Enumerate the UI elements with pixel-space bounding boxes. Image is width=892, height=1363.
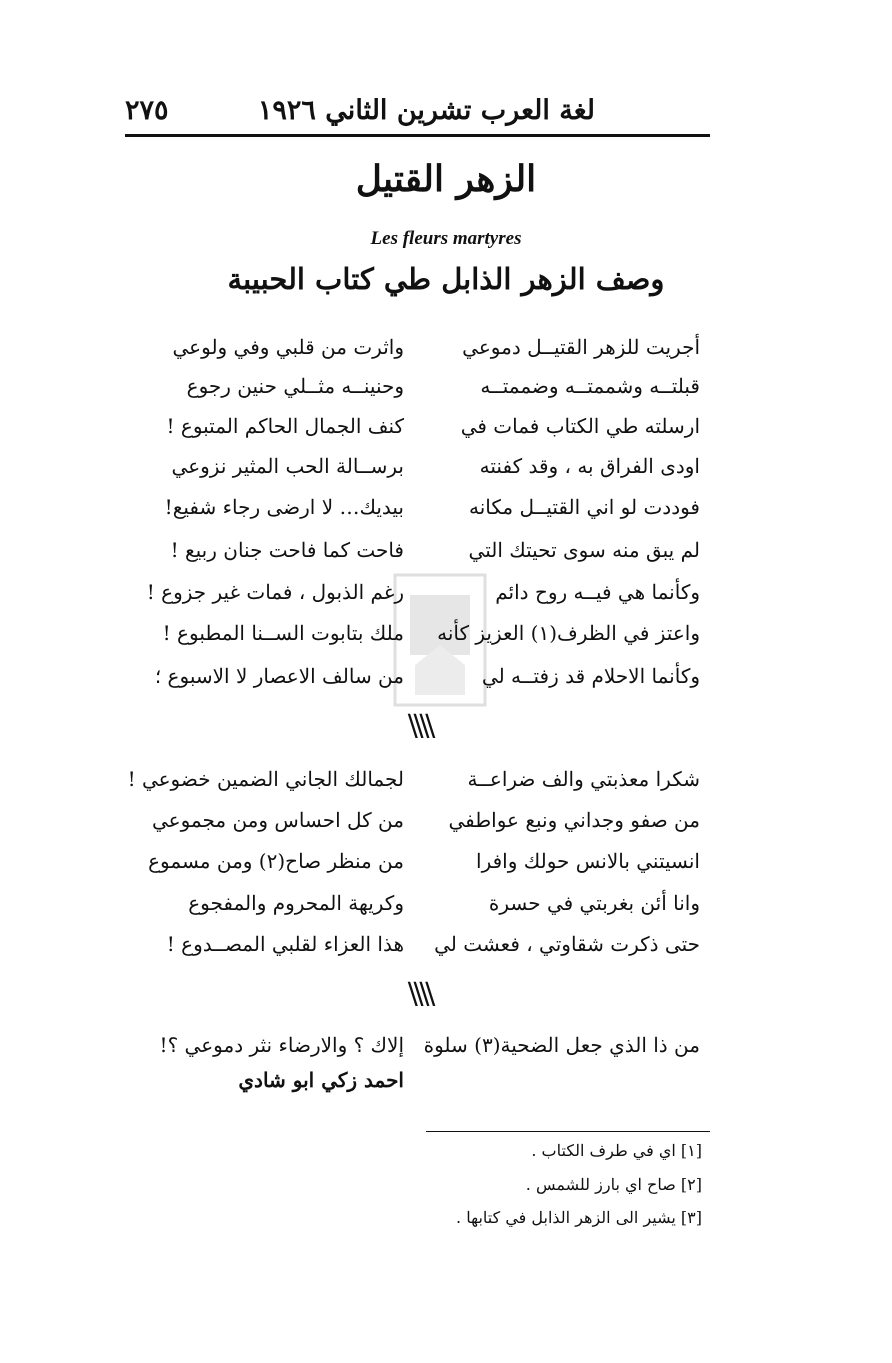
footnote: [٢] صاح اي بارز للشمس . [525, 1175, 702, 1194]
running-title: لغة العرب تشرين الثاني ١٩٢٦ [257, 95, 595, 126]
stanza-separator: ⧹⧹⧹⧹ [408, 712, 432, 742]
stanza-separator: ⧹⧹⧹⧹ [408, 980, 432, 1010]
verse-hemistich-left: بيديك… لا ارضى رجاء شفيع! [164, 495, 404, 519]
verse-hemistich-left: برســالة الحب المثير نزوعي [171, 454, 404, 478]
verse-hemistich-left: فاحت كما فاحت جنان ربيع ! [170, 538, 404, 562]
verse-hemistich-right: ارسلته طي الكتاب فمات في [460, 414, 700, 438]
verse-hemistich-left: رغم الذبول ، فمات غير جزوع ! [146, 580, 404, 604]
footnote-rule [426, 1131, 710, 1132]
verse-hemistich-right: وكأنما الاحلام قد زفتــه لي [481, 664, 700, 688]
verse-hemistich-right: قبلتــه وشممتــه وضممتــه [480, 374, 700, 398]
poem-subtitle-arabic: وصف الزهر الذابل طي كتاب الحبيبة [227, 262, 665, 296]
verse-hemistich-left: من منظر صاح(٢) ومن مسموع [148, 849, 404, 873]
verse-hemistich-left: وحنينــه مثــلي حنين رجوع [186, 374, 404, 398]
verse-hemistich-right: حتى ذكرت شقاوتي ، فعشت لي [434, 932, 700, 956]
verse-hemistich-right: واعتز في الظرف(١) العزيز كأنه [437, 621, 700, 645]
footnote: [١] اي في طرف الكتاب . [531, 1141, 702, 1160]
verse-hemistich-left: من سالف الاعصار لا الاسبوع ؛ [154, 664, 404, 688]
author-signature: احمد زكي ابو شادي [238, 1068, 404, 1092]
verse-hemistich-left: ملك بتابوت الســنا المطبوع ! [162, 621, 404, 645]
verse-hemistich-right: وكأنما هي فيــه روح دائم [495, 580, 700, 604]
verse-hemistich-right: اودى الفراق به ، وقد كفنته [479, 454, 700, 478]
footnote: [٣] يشير الى الزهر الذابل في كتابها . [456, 1208, 702, 1227]
verse-hemistich-left: لجمالك الجاني الضمين خضوعي ! [127, 767, 404, 791]
verse-hemistich-left: كنف الجمال الحاكم المتبوع ! [166, 414, 404, 438]
verse-hemistich-left: من كل احساس ومن مجموعي [151, 808, 404, 832]
verse-hemistich-left: وكريهة المحروم والمفجوع [188, 891, 404, 915]
header-rule [125, 134, 710, 137]
page-number: ٢٧٥ [125, 95, 169, 126]
verse-hemistich-right: فوددت لو اني القتيــل مكانه [468, 495, 700, 519]
verse-hemistich-right: أجريت للزهر القتيــل دموعي [462, 335, 700, 359]
verse-hemistich-right: من صفو وجداني ونبع عواطفي [448, 808, 700, 832]
verse-hemistich-right: شكرا معذبتي والف ضراعــة [467, 767, 700, 791]
verse-hemistich-left: إلاك ؟ والارضاء نثر دموعي ؟! [159, 1033, 404, 1057]
verse-hemistich-right: لم يبق منه سوى تحيتك التي [468, 538, 700, 562]
poem-subtitle-french: Les fleurs martyres [370, 228, 522, 249]
verse-hemistich-right: انسيتني بالانس حولك وافرا [476, 849, 700, 873]
verse-hemistich-right: من ذا الذي جعل الضحية(٣) سلوة [423, 1033, 700, 1057]
page-header [125, 82, 595, 126]
verse-hemistich-left: هذا العزاء لقلبي المصــدوع ! [166, 932, 404, 956]
verse-hemistich-left: واثرت من قلبي وفي ولوعي [172, 335, 404, 359]
poem-title: الزهر القتيل [355, 158, 537, 200]
verse-hemistich-right: وانا أئن بغربتي في حسرة [488, 891, 700, 915]
